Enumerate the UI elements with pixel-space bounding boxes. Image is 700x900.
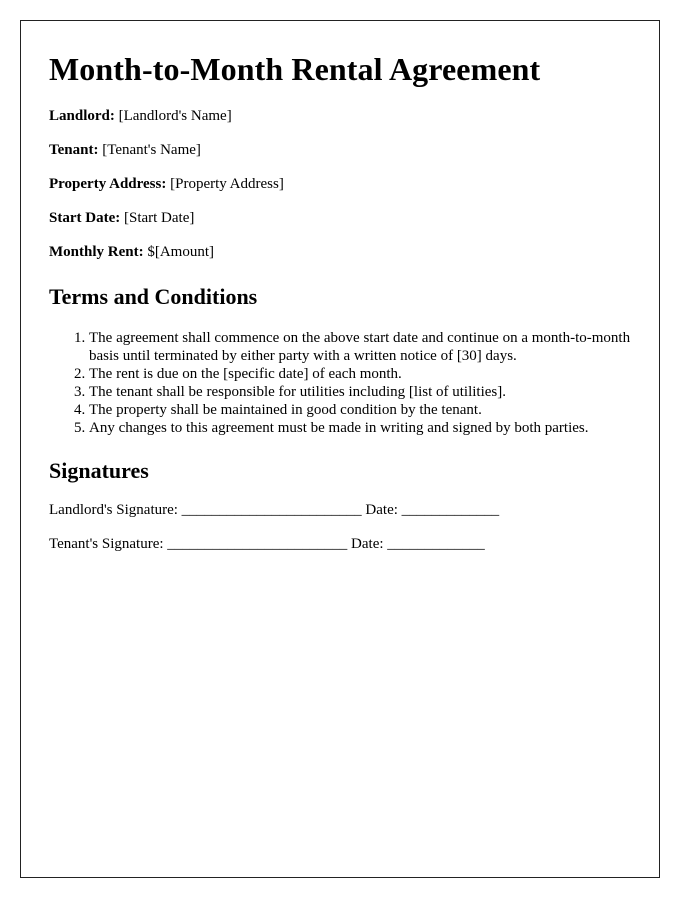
- signatures-heading: Signatures: [49, 458, 149, 483]
- property-address-label: Property Address:: [49, 176, 167, 192]
- property-address-field: [49, 175, 631, 193]
- document-content: [21, 21, 659, 553]
- term-item: 2. The rent is due on the [specific date] of each month.: [89, 365, 649, 383]
- start-date-label: Start Date:: [49, 210, 121, 226]
- term-item: 1. The agreement shall commence on the above start date and continue on a month-to-month basis until terminated by either party with a written notice of [30] days.: [89, 329, 649, 365]
- term-item: 4. The property shall be maintained in good condition by the tenant.: [89, 401, 649, 419]
- document-page: [20, 20, 660, 878]
- term-item: 5. Any changes to this agreement must be made in writing and signed by both parties.: [89, 419, 649, 437]
- tenant-signature-line: Tenant's Signature: ________________________ Date: _____________: [49, 536, 485, 552]
- start-date-value: [Start Date]: [120, 210, 195, 226]
- tenant-label: Tenant:: [49, 142, 99, 158]
- monthly-rent-field: [49, 243, 631, 261]
- start-date-field: [49, 209, 631, 227]
- landlord-field: [49, 107, 631, 125]
- terms-list: [49, 329, 649, 437]
- landlord-label: Landlord:: [49, 108, 115, 124]
- document-title: Month-to-Month Rental Agreement: [49, 51, 541, 87]
- property-address-value: [Property Address]: [166, 176, 284, 192]
- terms-heading: Terms and Conditions: [49, 284, 258, 309]
- monthly-rent-value: $[Amount]: [143, 244, 214, 260]
- tenant-field: [49, 141, 631, 159]
- landlord-value: [Landlord's Name]: [114, 108, 232, 124]
- tenant-value: [Tenant's Name]: [98, 142, 201, 158]
- monthly-rent-label: Monthly Rent:: [49, 244, 144, 260]
- term-item: 3. The tenant shall be responsible for utilities including [list of utilities].: [89, 383, 649, 401]
- landlord-signature-line: Landlord's Signature: ________________________ Date: _____________: [49, 502, 500, 518]
